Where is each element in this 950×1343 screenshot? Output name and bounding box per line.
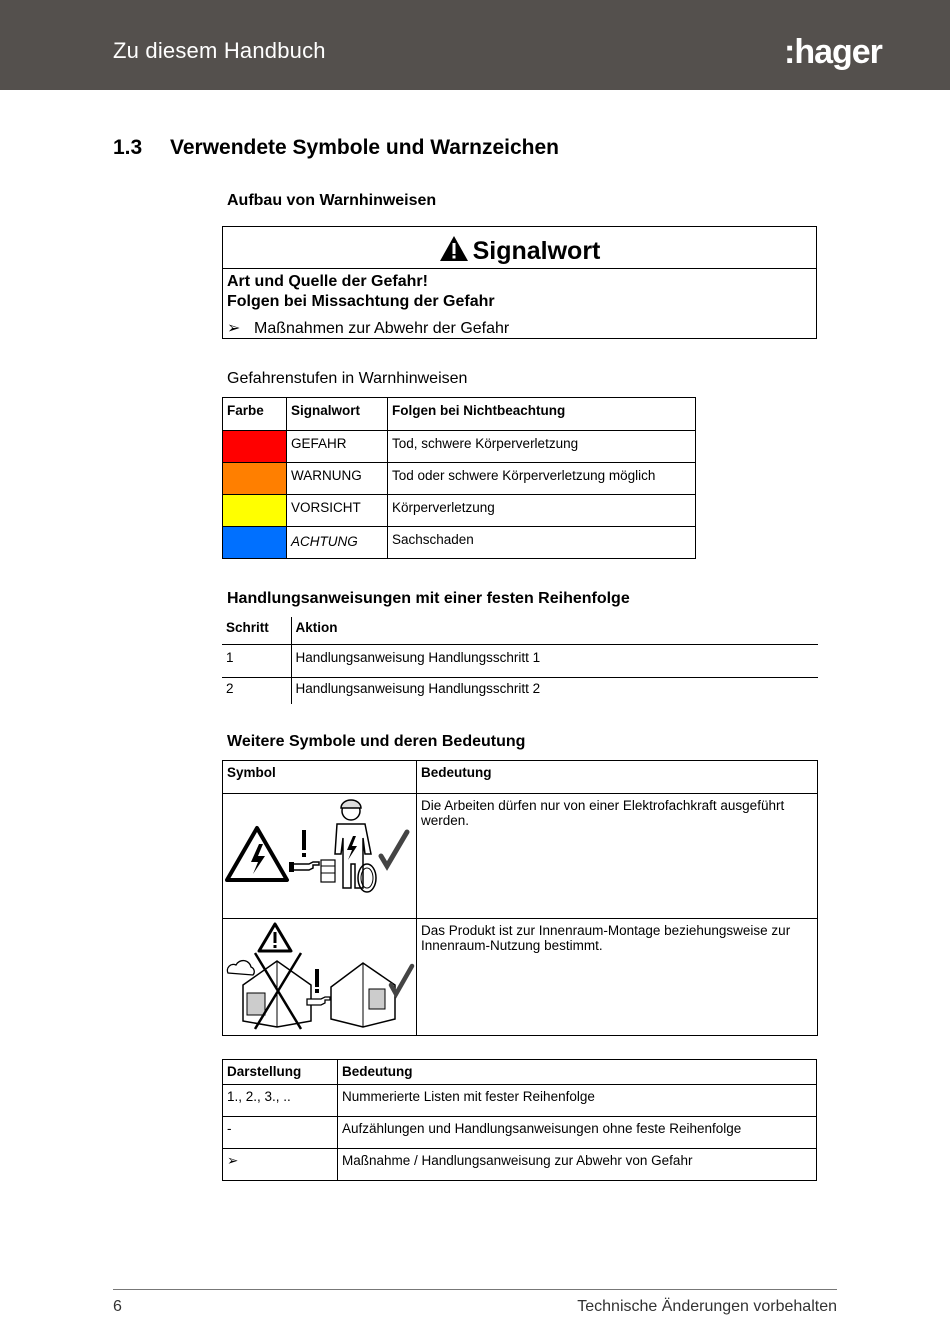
consequence-cell: Tod, schwere Körperverletzung xyxy=(388,431,696,463)
footer-text: Technische Änderungen vorbehalten xyxy=(577,1298,837,1315)
consequence-cell: Sachschaden xyxy=(388,527,696,559)
indoor-use-only-icon xyxy=(223,919,415,1032)
table-row xyxy=(223,1149,817,1181)
signal-cell: GEFAHR xyxy=(287,431,388,463)
table-header-row xyxy=(223,761,818,794)
column-header: Signalwort xyxy=(287,398,388,431)
table-row xyxy=(223,463,696,495)
column-header: Farbe xyxy=(223,398,287,431)
signal-word: Signalwort xyxy=(472,237,601,265)
section-title: Verwendete Symbole und Warnzeichen xyxy=(170,136,559,159)
symbols-heading: Weitere Symbole und deren Bedeutung xyxy=(227,733,526,750)
table-row xyxy=(223,495,696,527)
color-fill xyxy=(223,495,286,526)
column-header: Aktion xyxy=(291,617,818,644)
steps-table xyxy=(222,617,818,704)
arrow-bullet-icon: ➢ xyxy=(227,320,241,337)
section-number: 1.3 xyxy=(113,136,143,159)
color-swatch xyxy=(223,527,287,559)
signal-cell: WARNUNG xyxy=(287,463,388,495)
symbols-table xyxy=(222,760,818,1036)
step-cell: 2 xyxy=(222,677,291,704)
symbol-cell xyxy=(223,919,417,1036)
table-row xyxy=(222,677,818,704)
table-header-row xyxy=(223,1060,817,1085)
color-swatch xyxy=(223,463,287,495)
consequence-cell: Körperverletzung xyxy=(388,495,696,527)
consequence-cell: Tod oder schwere Körperverletzung möglich xyxy=(388,463,696,495)
color-swatch xyxy=(223,495,287,527)
table-row xyxy=(223,1117,817,1149)
column-header: Folgen bei Nichtbeachtung xyxy=(388,398,696,431)
color-swatch xyxy=(223,431,287,463)
hazard-measure-line xyxy=(227,318,509,338)
hazard-consequence-line: Folgen bei Missachtung der Gefahr xyxy=(227,293,495,310)
symbol-cell xyxy=(223,794,417,919)
step-cell: 1 xyxy=(222,644,291,677)
table-row xyxy=(223,1085,817,1117)
table-row xyxy=(223,431,696,463)
section-heading xyxy=(113,136,559,160)
warning-triangle-icon xyxy=(439,235,469,262)
electrician-only-icon xyxy=(223,794,415,915)
table-row xyxy=(223,919,818,1036)
column-header: Bedeutung xyxy=(417,761,818,794)
signal-cell: ACHTUNG xyxy=(287,527,388,559)
table-row xyxy=(222,644,818,677)
action-cell: Handlungsanweisung Handlungsschritt 1 xyxy=(291,644,818,677)
warning-structure-heading: Aufbau von Warnhinweisen xyxy=(227,192,437,209)
footer-divider xyxy=(113,1289,837,1290)
notation-legend-table xyxy=(222,1059,817,1181)
table-row xyxy=(223,794,818,919)
hazard-levels-table xyxy=(222,397,696,559)
meaning-cell: Maßnahme / Handlungsanweisung zur Abwehr von Gefahr xyxy=(338,1149,817,1181)
table-row xyxy=(223,527,696,559)
levels-heading: Gefahrenstufen in Warnhinweisen xyxy=(227,370,468,387)
warning-structure-box xyxy=(222,226,817,339)
hager-logo: :hager xyxy=(784,33,882,71)
color-fill xyxy=(223,463,286,494)
meaning-cell: Das Produkt ist zur Innenraum-Montage beziehungsweise zur Innenraum-Nutzung bestimmt. xyxy=(417,919,818,1036)
column-header: Darstellung xyxy=(223,1060,338,1085)
meaning-cell: Nummerierte Listen mit fester Reihenfolge xyxy=(338,1085,817,1117)
hazard-measure-text: Maßnahmen zur Abwehr der Gefahr xyxy=(254,320,510,337)
color-fill xyxy=(223,431,286,462)
notation-cell: ➢ xyxy=(223,1149,338,1181)
column-header: Schritt xyxy=(222,617,291,644)
column-header: Symbol xyxy=(223,761,417,794)
warning-box-header xyxy=(223,227,816,269)
column-header: Bedeutung xyxy=(338,1060,817,1085)
hazard-source-line: Art und Quelle der Gefahr! xyxy=(227,273,428,290)
action-cell: Handlungsanweisung Handlungsschritt 2 xyxy=(295,680,541,696)
signal-cell: VORSICHT xyxy=(287,495,388,527)
page-number: 6 xyxy=(113,1298,122,1315)
notation-cell: - xyxy=(223,1117,338,1149)
meaning-cell: Die Arbeiten dürfen nur von einer Elektrofachkraft ausgeführt werden. xyxy=(417,794,818,919)
table-header-row xyxy=(223,398,696,431)
page-header xyxy=(0,0,950,90)
meaning-cell: Aufzählungen und Handlungsanweisungen ohne feste Reihenfolge xyxy=(338,1117,817,1149)
color-fill xyxy=(223,527,286,558)
steps-heading: Handlungsanweisungen mit einer festen Reihenfolge xyxy=(227,590,630,607)
table-header-row xyxy=(222,617,818,644)
notation-cell: 1., 2., 3., .. xyxy=(223,1085,338,1117)
header-title: Zu diesem Handbuch xyxy=(113,38,326,63)
